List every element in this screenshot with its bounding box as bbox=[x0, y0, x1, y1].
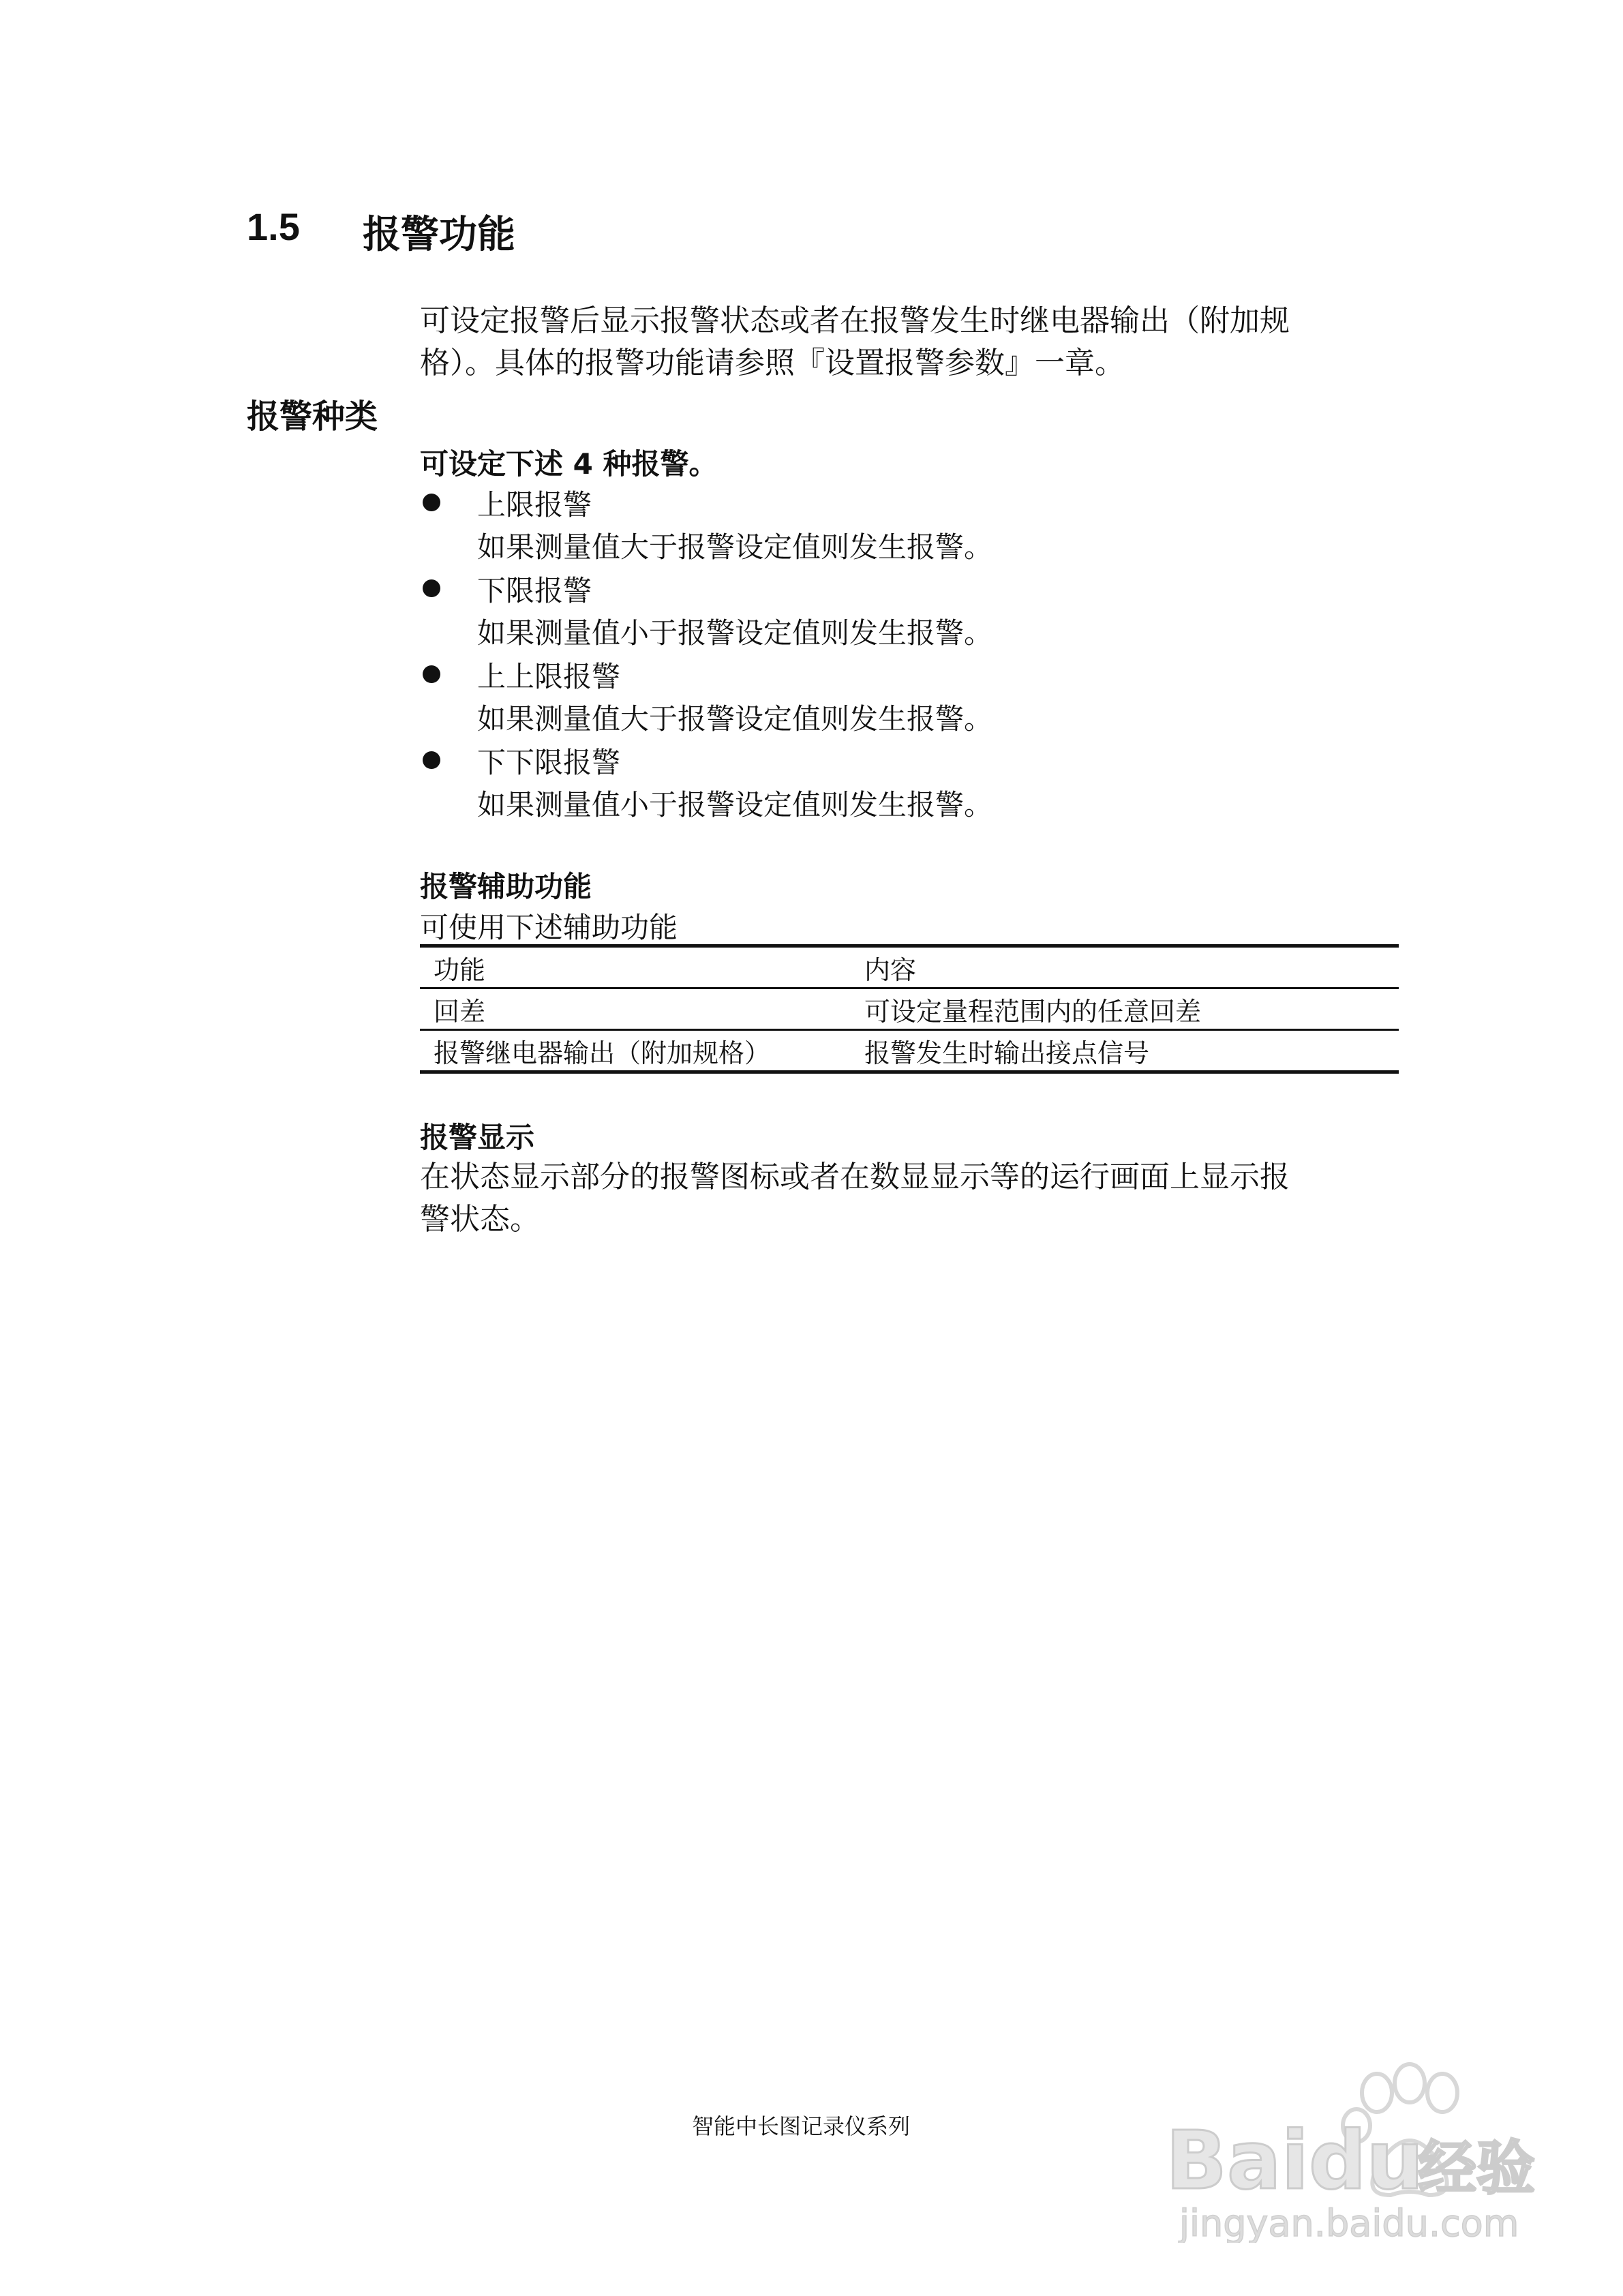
table-cell: 回差 bbox=[420, 988, 851, 1030]
table-header-row bbox=[420, 946, 1399, 988]
alarm-types-heading: 报警种类 bbox=[247, 397, 378, 436]
display-line-2: 警状态。 bbox=[420, 1202, 540, 1237]
alarm-item-desc: 如果测量值小于报警设定值则发生报警。 bbox=[477, 616, 993, 650]
paw-icon bbox=[1152, 2038, 1547, 2243]
page-footer: 智能中长图记录仪系列 bbox=[692, 2113, 911, 2139]
bullet-icon bbox=[423, 494, 440, 511]
bullet-icon bbox=[423, 579, 440, 597]
intro-line-2: 格）。具体的报警功能请参照『设置报警参数』一章。 bbox=[420, 346, 1125, 380]
table-row bbox=[420, 988, 1399, 1030]
svg-text:经验: 经验 bbox=[1418, 2134, 1535, 2203]
alarm-item-title: 上上限报警 bbox=[477, 660, 621, 693]
svg-text:du: du bbox=[1309, 2113, 1424, 2207]
alarm-item-desc: 如果测量值大于报警设定值则发生报警。 bbox=[477, 530, 993, 564]
table-header-function: 功能 bbox=[420, 946, 851, 988]
bullet-icon bbox=[423, 665, 440, 683]
table-cell: 报警继电器输出（附加规格） bbox=[420, 1030, 851, 1072]
table-cell: 可设定量程范围内的任意回差 bbox=[851, 988, 1399, 1030]
baidu-watermark bbox=[1152, 2038, 1547, 2243]
aux-function-table bbox=[420, 944, 1399, 1074]
aux-heading: 报警辅助功能 bbox=[420, 870, 592, 903]
alarm-item-title: 下限报警 bbox=[477, 574, 592, 607]
alarm-item-desc: 如果测量值大于报警设定值则发生报警。 bbox=[477, 702, 993, 736]
table-row bbox=[420, 1030, 1399, 1072]
alarm-item-title: 下下限报警 bbox=[477, 746, 621, 779]
table-cell: 报警发生时输出接点信号 bbox=[851, 1030, 1399, 1072]
display-line-1: 在状态显示部分的报警图标或者在数显显示等的运行画面上显示报 bbox=[420, 1160, 1290, 1194]
aux-lead: 可使用下述辅助功能 bbox=[420, 911, 678, 944]
alarm-item-desc: 如果测量值小于报警设定值则发生报警。 bbox=[477, 788, 993, 821]
alarm-item-title: 上限报警 bbox=[477, 488, 592, 522]
intro-line-1: 可设定报警后显示报警状态或者在报警发生时继电器输出（附加规 bbox=[420, 303, 1290, 338]
bullet-icon bbox=[423, 751, 440, 769]
svg-text:Bai: Bai bbox=[1166, 2113, 1309, 2207]
table-header-content: 内容 bbox=[851, 946, 1399, 988]
section-number: 1.5 bbox=[247, 205, 300, 248]
alarm-types-lead: 可设定下述 4 种报警。 bbox=[420, 447, 718, 481]
section-title: 报警功能 bbox=[363, 213, 515, 257]
display-heading: 报警显示 bbox=[420, 1121, 535, 1154]
svg-text:jingyan.baidu.com: jingyan.baidu.com bbox=[1179, 2202, 1519, 2243]
